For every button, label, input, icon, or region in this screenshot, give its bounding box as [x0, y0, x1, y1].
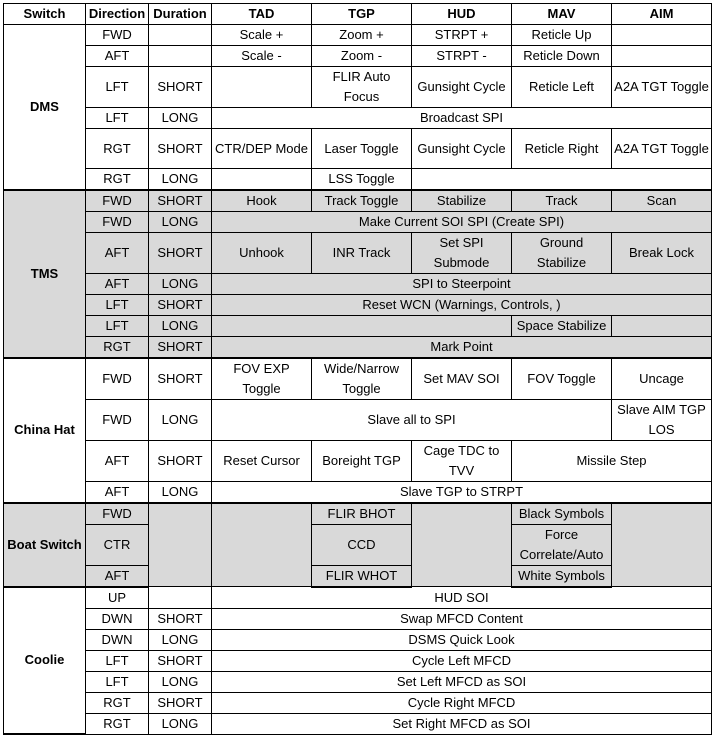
header-tad: TAD: [212, 4, 312, 25]
table-row: [4, 336, 712, 358]
cell: LONG: [149, 481, 212, 503]
cell: Hook: [212, 190, 312, 211]
table-row: [4, 440, 712, 481]
cell: DSMS Quick Look: [212, 629, 712, 650]
cell: SHORT: [149, 692, 212, 713]
cell: Space Stabilize: [512, 315, 612, 336]
table-row: [4, 587, 712, 609]
cell: RGT: [86, 713, 149, 734]
cell: [412, 503, 512, 587]
cell: SHORT: [149, 67, 212, 108]
cell: Set Right MFCD as SOI: [212, 713, 712, 734]
cell: [212, 67, 312, 108]
switch-boat: Boat Switch: [4, 503, 86, 587]
cell: Reset WCN (Warnings, Controls, ): [212, 294, 712, 315]
cell: LONG: [149, 108, 212, 129]
cell: INR Track: [312, 232, 412, 273]
table-row: [4, 273, 712, 294]
cell: SHORT: [149, 650, 212, 671]
cell: [212, 315, 512, 336]
cell: [149, 503, 212, 587]
table-row: [4, 67, 712, 108]
cell: Slave TGP to STRPT: [212, 481, 712, 503]
table-row: [4, 565, 712, 587]
cell: Zoom -: [312, 46, 412, 67]
header-mav: MAV: [512, 4, 612, 25]
cell: Track Toggle: [312, 190, 412, 211]
switch-tms: TMS: [4, 190, 86, 358]
cell: SHORT: [149, 440, 212, 481]
header-row: [4, 4, 712, 25]
cell: Broadcast SPI: [212, 108, 712, 129]
cell: CCD: [312, 524, 412, 565]
table-row: [4, 211, 712, 232]
table-row: [4, 169, 712, 191]
cell: DWN: [86, 608, 149, 629]
cell: LONG: [149, 713, 212, 734]
cell: A2A TGT Toggle: [612, 129, 712, 169]
table-row: [4, 503, 712, 525]
cell: FOV EXP Toggle: [212, 358, 312, 400]
cell: Scale +: [212, 25, 312, 46]
table-row: [4, 650, 712, 671]
table-row: [4, 524, 712, 565]
cell: White Symbols: [512, 565, 612, 587]
cell: [612, 503, 712, 587]
cell: AFT: [86, 440, 149, 481]
cell: A2A TGT Toggle: [612, 67, 712, 108]
cell: Scan: [612, 190, 712, 211]
cell: LONG: [149, 399, 212, 440]
cell: CTR/DEP Mode: [212, 129, 312, 169]
cell: Uncage: [612, 358, 712, 400]
switch-dms: DMS: [4, 25, 86, 191]
cell: [212, 169, 312, 191]
cell: LONG: [149, 169, 212, 191]
cell: LONG: [149, 315, 212, 336]
cell: FWD: [86, 211, 149, 232]
table-row: [4, 294, 712, 315]
table-row: [4, 315, 712, 336]
table-row: [4, 608, 712, 629]
cell: [412, 169, 712, 191]
cell: Black Symbols: [512, 503, 612, 525]
cell: AFT: [86, 273, 149, 294]
table-row: [4, 232, 712, 273]
cell: FWD: [86, 190, 149, 211]
cell: Laser Toggle: [312, 129, 412, 169]
cell: AFT: [86, 481, 149, 503]
cell: AFT: [86, 232, 149, 273]
cell: LSS Toggle: [312, 169, 412, 191]
cell: Force Correlate/Auto: [512, 524, 612, 565]
cell: LONG: [149, 671, 212, 692]
cell: HUD SOI: [212, 587, 712, 609]
cell: Reticle Down: [512, 46, 612, 67]
header-switch: Switch: [4, 4, 86, 25]
cell: Reticle Up: [512, 25, 612, 46]
cell: Slave AIM TGP LOS: [612, 399, 712, 440]
cell: Swap MFCD Content: [212, 608, 712, 629]
table-row: [4, 108, 712, 129]
table-row: [4, 129, 712, 169]
cell: LONG: [149, 273, 212, 294]
cell: Gunsight Cycle: [412, 129, 512, 169]
cell: SHORT: [149, 129, 212, 169]
table-row: [4, 46, 712, 67]
cell: LFT: [86, 671, 149, 692]
cell: Set MAV SOI: [412, 358, 512, 400]
table-row: [4, 25, 712, 46]
cell: Reticle Right: [512, 129, 612, 169]
cell: Unhook: [212, 232, 312, 273]
cell: Set Left MFCD as SOI: [212, 671, 712, 692]
table-row: [4, 671, 712, 692]
cell: SPI to Steerpoint: [212, 273, 712, 294]
cell: LFT: [86, 67, 149, 108]
table-row: [4, 190, 712, 211]
cell: RGT: [86, 129, 149, 169]
cell: AFT: [86, 565, 149, 587]
cell: Missile Step: [512, 440, 712, 481]
cell: Break Lock: [612, 232, 712, 273]
header-aim: AIM: [612, 4, 712, 25]
cell: Slave all to SPI: [212, 399, 612, 440]
cell: LFT: [86, 650, 149, 671]
header-direction: Direction: [86, 4, 149, 25]
cell: [612, 46, 712, 67]
cell: Zoom +: [312, 25, 412, 46]
cell: Set SPI Submode: [412, 232, 512, 273]
cell: DWN: [86, 629, 149, 650]
cell: SHORT: [149, 190, 212, 211]
cell: LONG: [149, 629, 212, 650]
cell: UP: [86, 587, 149, 609]
cell: [212, 503, 312, 587]
cell: Mark Point: [212, 336, 712, 358]
cell: LFT: [86, 315, 149, 336]
header-duration: Duration: [149, 4, 212, 25]
cell: RGT: [86, 336, 149, 358]
cell: LFT: [86, 108, 149, 129]
cell: FWD: [86, 399, 149, 440]
cell: LFT: [86, 294, 149, 315]
cell: Reticle Left: [512, 67, 612, 108]
cell: RGT: [86, 692, 149, 713]
cell: Cycle Left MFCD: [212, 650, 712, 671]
table-row: [4, 358, 712, 400]
cell: FLIR Auto Focus: [312, 67, 412, 108]
cell: [612, 315, 712, 336]
cell: RGT: [86, 169, 149, 191]
cell: Scale -: [212, 46, 312, 67]
cell: FWD: [86, 358, 149, 400]
cell: Ground Stabilize: [512, 232, 612, 273]
table-row: [4, 692, 712, 713]
cell: AFT: [86, 46, 149, 67]
table-row: [4, 629, 712, 650]
switch-china-hat: China Hat: [4, 358, 86, 503]
cell: [149, 46, 212, 67]
cell: Track: [512, 190, 612, 211]
cell: FWD: [86, 25, 149, 46]
cell: Cycle Right MFCD: [212, 692, 712, 713]
cell: SHORT: [149, 336, 212, 358]
cell: STRPT +: [412, 25, 512, 46]
cell: SHORT: [149, 294, 212, 315]
cell: Reset Cursor: [212, 440, 312, 481]
switch-coolie: Coolie: [4, 587, 86, 735]
cell: Cage TDC to TVV: [412, 440, 512, 481]
controls-table: [3, 3, 712, 735]
cell: [149, 25, 212, 46]
cell: [149, 587, 212, 609]
cell: Make Current SOI SPI (Create SPI): [212, 211, 712, 232]
table-row: [4, 399, 712, 440]
cell: FOV Toggle: [512, 358, 612, 400]
cell: SHORT: [149, 358, 212, 400]
cell: FWD: [86, 503, 149, 525]
cell: CTR: [86, 524, 149, 565]
cell: Gunsight Cycle: [412, 67, 512, 108]
cell: FLIR BHOT: [312, 503, 412, 525]
header-tgp: TGP: [312, 4, 412, 25]
header-hud: HUD: [412, 4, 512, 25]
cell: STRPT -: [412, 46, 512, 67]
cell: [612, 25, 712, 46]
cell: Stabilize: [412, 190, 512, 211]
cell: FLIR WHOT: [312, 565, 412, 587]
cell: SHORT: [149, 608, 212, 629]
cell: Wide/Narrow Toggle: [312, 358, 412, 400]
cell: Boreight TGP: [312, 440, 412, 481]
table-row: [4, 713, 712, 734]
cell: SHORT: [149, 232, 212, 273]
cell: LONG: [149, 211, 212, 232]
table-row: [4, 481, 712, 503]
